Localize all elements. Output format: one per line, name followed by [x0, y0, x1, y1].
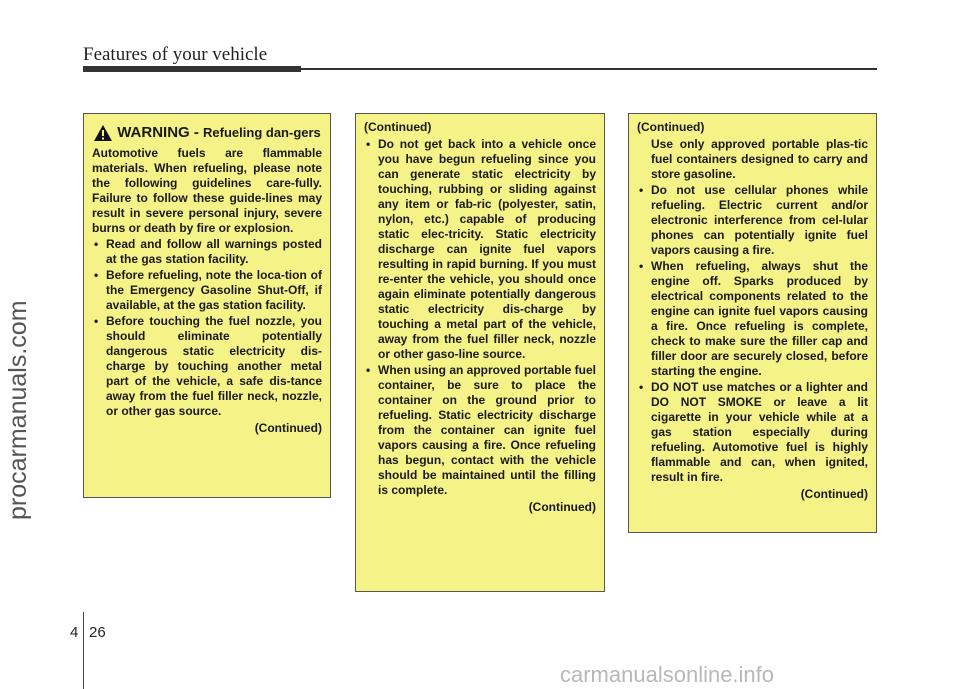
warning-title — [117, 124, 321, 141]
warning-box-continued-1 — [355, 113, 605, 592]
list-item: • Read and follow all warnings posted at the gas station facility. — [92, 237, 322, 267]
list-item: • DO NOT use matches or a lighter and DO NOT SMOKE or leave a lit cigarette in your vehicle while at a gas station especially during refueling. Automotive fuel is highly flammable and can, when ignited, result in fire. — [637, 380, 868, 485]
side-watermark: procarmanuals.com — [4, 300, 32, 520]
warning-box-refueling-dangers — [83, 113, 331, 498]
warning-list — [364, 137, 596, 498]
warning-intro: Automotive fuels are flammable materials. When refueling, please note the following guidelines care-fully. Failure to follow these guide-lines may result in severe personal injury, severe burns or death by fire or explosion. — [92, 146, 322, 235]
warning-list — [637, 183, 868, 485]
lead-paragraph: Use only approved portable plas-tic fuel containers designed to carry and store gasoline. — [651, 137, 868, 181]
continued-label: (Continued) — [254, 421, 322, 435]
footer-separator — [83, 612, 84, 689]
continued-label: (Continued) — [364, 120, 432, 134]
list-item: • When refueling, always shut the engine off. Sparks produced by electrical components related to the engine can ignite fuel vapors causing a fire. Once refueling is complete, check to make sure the filler cap and filler door are securely closed, before starting the engine. — [637, 259, 868, 379]
chapter-number: 4 — [70, 624, 79, 641]
continued-label: (Continued) — [528, 500, 596, 514]
warning-list — [92, 237, 322, 419]
warning-topic: Refueling dan-gers — [203, 125, 321, 140]
continued-label: (Continued) — [637, 120, 705, 134]
continued-label: (Continued) — [800, 487, 868, 501]
warning-triangle-icon — [93, 124, 113, 142]
warning-heading — [92, 124, 322, 142]
page-header-title: Features of your vehicle — [83, 44, 268, 65]
list-item: • Before refueling, note the loca-tion of the Emergency Gasoline Shut-Off, if available, at the gas station facility. — [92, 268, 322, 313]
list-item: • Do not use cellular phones while refueling. Electric current and/or electronic interference from cel-lular phones can potentially ignite fuel vapors causing a fire. — [637, 183, 868, 258]
warning-box-continued-2 — [628, 113, 877, 533]
bottom-watermark: carmanualsonline.info — [560, 662, 775, 687]
list-item: • Do not get back into a vehicle once you have begun refueling since you can generate static electricity by touching, rubbing or sliding against any item or fab-ric (polyester, satin, nylon, etc.) capable of producing static elec-tricity. Static electricity discharge can ignite fuel vapors resulting in rapid burning. If you must re-enter the vehicle, you should once again eliminate potentially dangerous static electricity dis-charge by touching a metal part of the vehicle, away from the fuel filler neck, nozzle or other gaso-line source. — [364, 137, 596, 362]
page-number: 26 — [89, 624, 106, 641]
list-item: • When using an approved portable fuel container, be sure to place the container on the ground prior to refueling. Static electricity discharge from the container can ignite fuel vapors causing a fire. Once refueling has begun, contact with the vehicle should be maintained until the filling is complete. — [364, 363, 596, 498]
header-rule — [83, 68, 877, 70]
warning-word: WARNING - — [117, 124, 199, 141]
list-item: • Before touching the fuel nozzle, you should eliminate potentially dangerous static electricity dis-charge by touching another metal part of the vehicle, a safe dis-tance away from the fuel filler neck, nozzle, or other gas source. — [92, 314, 322, 419]
